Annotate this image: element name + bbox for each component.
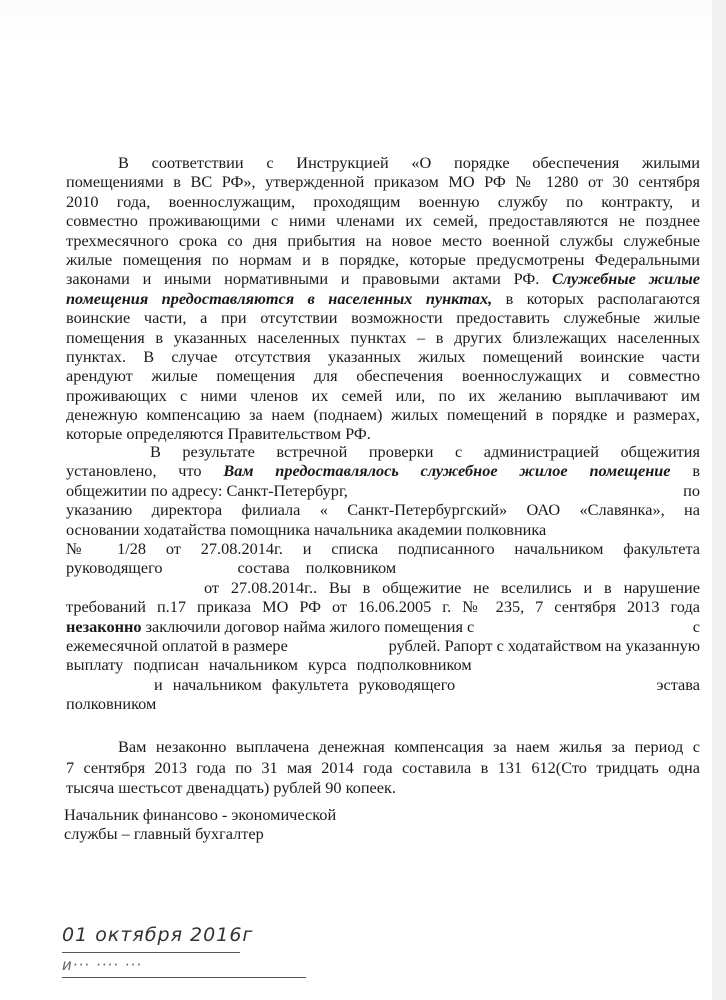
paragraph-inspection-result: [66, 442, 700, 713]
text-line: от 27.08.2014г.. Вы в общежитие не вселились и в нарушение: [204, 577, 700, 597]
text-line: воинские части, а при отсутствии возможности предоставить служебные жилые: [66, 308, 700, 328]
emphasis-text: помещения предоставляются в населенных пунктах,: [66, 288, 493, 308]
text-line: проживающих с ними членов их семей или, по их желанию выплачивают им: [66, 385, 700, 405]
scan-background: [0, 0, 726, 40]
scan-edge: [712, 0, 726, 1000]
text-segment: рублей. Рапорт с ходатайством на указанную: [388, 635, 700, 655]
text-line: которые определяются Правительством РФ.: [66, 424, 371, 444]
paragraph-housing-rules: [66, 153, 700, 444]
text-line: помещениями в ВС РФ», утвержденной приказом МО РФ № 1280 от 30 сентября: [66, 172, 700, 192]
text-line: указанию директора филиала « Санкт-Петербургский» ОАО «Славянка», на: [66, 500, 700, 520]
handwritten-date: 01 октября 2016г: [62, 924, 254, 946]
text-line: [66, 289, 700, 308]
text-line: жилые помещения по нормам и в порядке, которые предусмотрены Федеральными: [66, 249, 700, 269]
text-line: Вам незаконно выплачена денежная компенсация за наем жилья за период с: [118, 737, 700, 756]
text-line: 7 сентября 2013 года по 31 мая 2014 года составила в 131 612(Сто тридцать одна: [66, 757, 700, 777]
text-segment: эстава: [656, 674, 700, 694]
bold-text: незаконно: [66, 616, 142, 636]
emphasis-text: Вам предоставлялось служебное жилое помещение: [223, 461, 671, 481]
text-line: пунктах. В случае отсутствия указанных жилых помещений воинские части: [66, 346, 700, 366]
text-segment: установлено, что: [66, 461, 202, 481]
note-underline: [62, 977, 306, 978]
text-line: трехмесячного срока со дня прибытия на новое место военной службы служебные: [66, 230, 700, 250]
text-line: выплату подписан начальником курса подполковником: [66, 655, 472, 675]
text-line: тысяча шестьсот двенадцать) рублей 90 копеек.: [66, 778, 396, 797]
text-line: полковником: [66, 694, 157, 714]
paragraph-compensation: [66, 737, 700, 797]
text-segment: и начальником факультета руководящего: [154, 674, 456, 694]
text-line: требований п.17 приказа МО РФ от 16.06.2005 г. № 235, 7 сентября 2013 года: [66, 597, 700, 617]
text-segment: ежемесячной оплатой в размере: [66, 635, 288, 655]
text-line: 2010 года, военнослужащим, проходящим военную службу по контракту, и: [66, 191, 700, 211]
text-segment: с: [692, 616, 700, 636]
text-line: [66, 617, 700, 636]
signatory-title: Начальник финансово - экономической: [64, 805, 337, 824]
text-line: помещения в указанных населенных пунктах – в других близлежащих населенных: [66, 327, 700, 347]
text-line: [66, 558, 700, 577]
emphasis-text: Служебные жилые: [552, 269, 700, 289]
text-segment: в: [692, 461, 700, 481]
text-line: [66, 636, 700, 655]
text-segment: по: [683, 480, 700, 500]
text-line: [66, 481, 700, 500]
text-line: [66, 675, 700, 694]
text-line: В соответствии с Инструкцией «О порядке обеспечения жилыми: [118, 153, 700, 172]
text-line: арендуют жилые помещения для обеспечения военнослужащих и совместно: [66, 366, 700, 386]
text-segment: заключили договор найма жилого помещения с: [145, 616, 475, 636]
text-segment: общежитии по адресу: Санкт-Петербург,: [66, 480, 348, 500]
signatory-title: службы – главный бухгалтер: [64, 824, 264, 844]
text-line: основании ходатайства помощника начальника академии полковника: [66, 519, 547, 539]
text-line: денежную компенсацию за наем (поднаем) жилых помещений в порядке и размерах,: [66, 405, 700, 425]
text-segment: состава полковником: [237, 558, 397, 578]
text-segment: в которых располагаются: [505, 288, 700, 308]
text-line: [66, 461, 700, 480]
handwritten-note-icon: и··· ···· ···: [62, 956, 142, 974]
text-segment: законами и иными нормативными и правовыми актами РФ.: [66, 269, 540, 289]
text-segment: руководящего: [66, 558, 163, 578]
text-line: В результате встречной проверки с администрацией общежития: [150, 442, 700, 461]
signature-block: [64, 805, 698, 844]
text-line: № 1/28 от 27.08.2014г. и списка подписанного начальником факультета: [66, 538, 700, 558]
text-line: совместно проживающими с ними членами их семей, предоставляются не позднее: [66, 211, 700, 231]
text-line: [66, 269, 700, 288]
date-underline: [62, 952, 240, 953]
